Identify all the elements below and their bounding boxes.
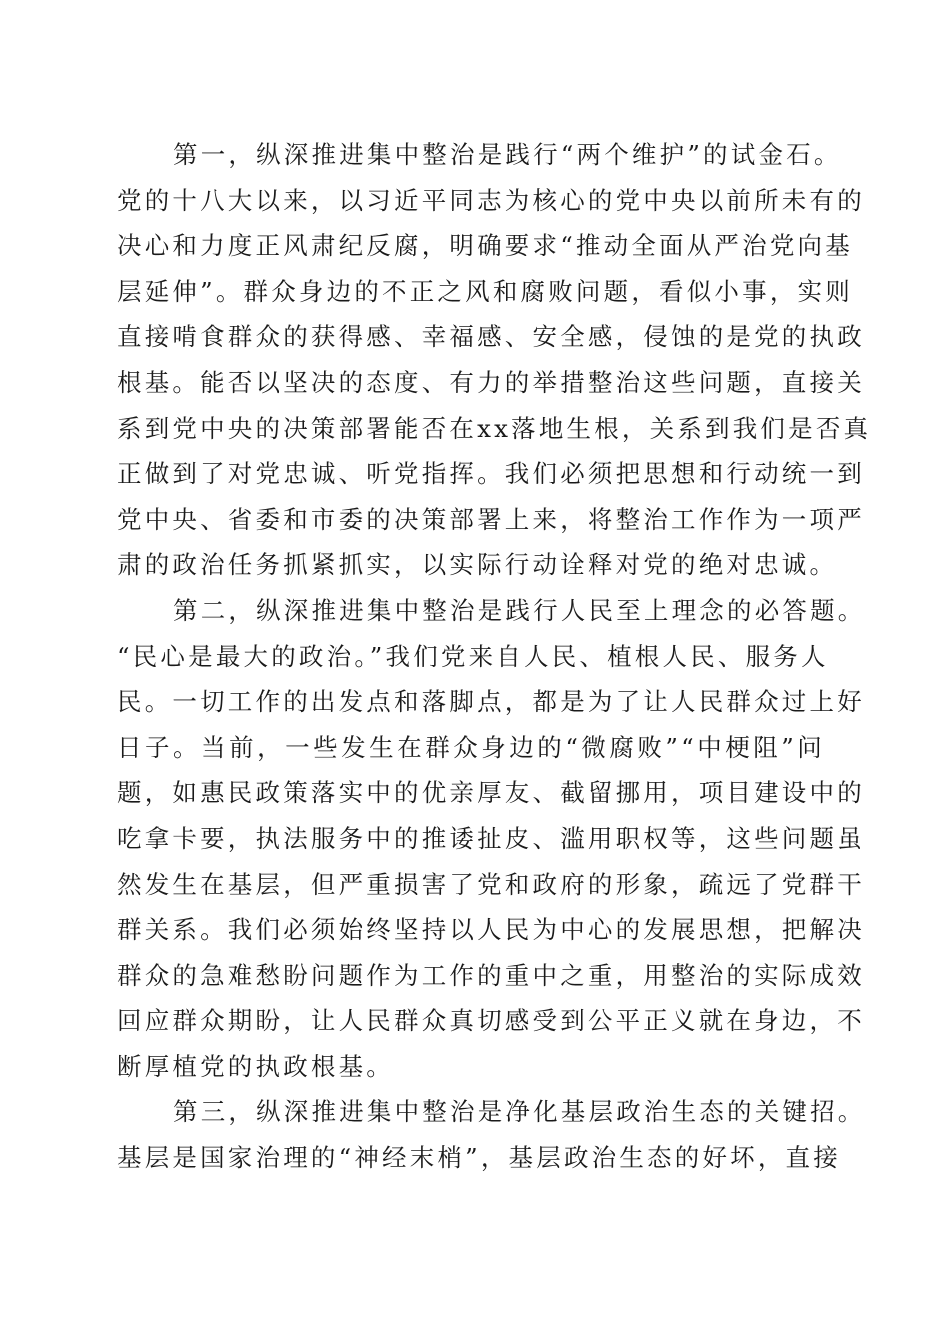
text-line: 党的十八大以来，以习近平同志为核心的党中央以前所未有的 (117, 185, 865, 215)
text-line: 根基。能否以坚决的态度、有力的举措整治这些问题，直接关 (117, 367, 865, 397)
text-line: 第三，纵深推进集中整治是净化基层政治生态的关键招。 (173, 1097, 866, 1127)
text-line: 日子。当前，一些发生在群众身边的“微腐败”“中梗阻”问 (117, 732, 825, 762)
text-line: 直接啃食群众的获得感、幸福感、安全感，侵蚀的是党的执政 (117, 322, 865, 352)
text-line: 然发生在基层，但严重损害了党和政府的形象，疏远了党群干 (117, 869, 865, 899)
paragraph-1 (117, 132, 872, 588)
text-line: 基层是国家治理的“神经末梢”，基层政治生态的好坏，直接 (117, 1143, 841, 1173)
text-line: 群关系。我们必须始终坚持以人民为中心的发展思想，把解决 (117, 915, 865, 945)
text-line: 回应群众期盼，让人民群众真切感受到公平正义就在身边，不 (117, 1006, 865, 1036)
text-line: 层延伸”。群众身边的不正之风和腐败问题，看似小事，实则 (117, 276, 853, 306)
text-line: 系到党中央的决策部署能否在xx落地生根，关系到我们是否真 (117, 413, 872, 443)
text-line: 决心和力度正风肃纪反腐，明确要求“推动全面从严治党向基 (117, 231, 853, 261)
text-line: 肃的政治任务抓紧抓实，以实际行动诠释对党的绝对忠诚。 (117, 550, 838, 580)
text-line: 第二，纵深推进集中整治是践行人民至上理念的必答题。 (173, 595, 866, 625)
text-line: 断厚植党的执政根基。 (117, 1051, 394, 1081)
text-line: 群众的急难愁盼问题作为工作的重中之重，用整治的实际成效 (117, 960, 865, 990)
text-line: 吃拿卡要，执法服务中的推诿扯皮、滥用职权等，这些问题虽 (117, 823, 865, 853)
document-page (117, 132, 872, 1181)
text-line: 党中央、省委和市委的决策部署上来，将整治工作作为一项严 (117, 504, 865, 534)
paragraph-2 (117, 588, 866, 1090)
text-line: 民。一切工作的出发点和落脚点，都是为了让人民群众过上好 (117, 687, 865, 717)
text-line: 第一，纵深推进集中整治是践行“两个维护”的试金石。 (173, 140, 842, 169)
paragraph-3 (117, 1089, 866, 1180)
text-line: “民心是最大的政治。”我们党来自人民、植根人民、服务人 (117, 641, 829, 671)
text-line: 正做到了对党忠诚、听党指挥。我们必须把思想和行动统一到 (117, 459, 865, 489)
text-line: 题，如惠民政策落实中的优亲厚友、截留挪用，项目建设中的 (117, 778, 865, 808)
